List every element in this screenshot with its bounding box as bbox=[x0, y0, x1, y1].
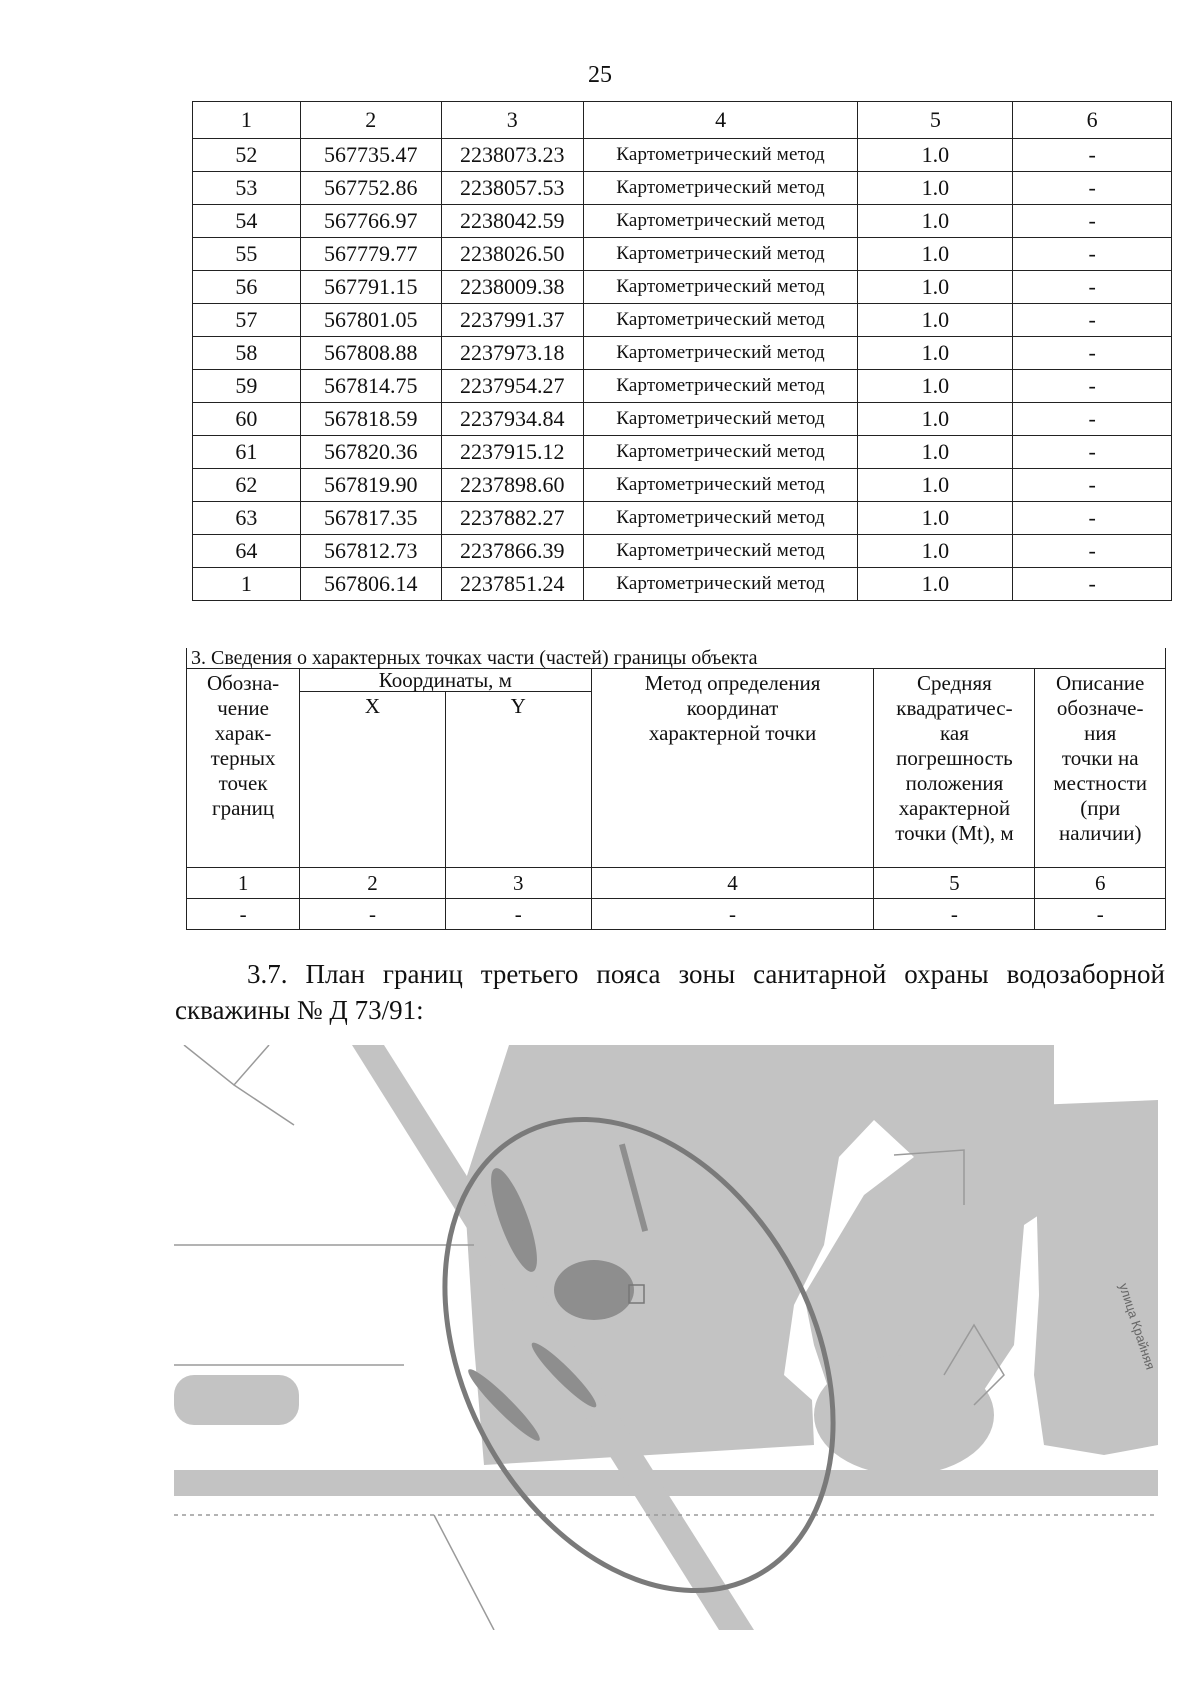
header-cell: 4 bbox=[583, 102, 858, 139]
plan-caption bbox=[175, 956, 1165, 1028]
cell-x: 567812.73 bbox=[300, 535, 441, 568]
table-number-row bbox=[187, 868, 1166, 899]
col-y: Y bbox=[445, 692, 591, 868]
number-cell: 6 bbox=[1035, 868, 1166, 899]
cell-x: 567808.88 bbox=[300, 337, 441, 370]
header-cell: 1 bbox=[193, 102, 301, 139]
cell-n: 61 bbox=[193, 436, 301, 469]
cell-n: 59 bbox=[193, 370, 301, 403]
cell-x: 567766.97 bbox=[300, 205, 441, 238]
cell-desc: - bbox=[1013, 436, 1172, 469]
cell-mt: 1.0 bbox=[858, 139, 1013, 172]
cell-n: 52 bbox=[193, 139, 301, 172]
header-cell: 3 bbox=[441, 102, 583, 139]
cell-y: 2237954.27 bbox=[441, 370, 583, 403]
cell-n: 1 bbox=[193, 568, 301, 601]
cell-mt: 1.0 bbox=[858, 535, 1013, 568]
coordinates-table bbox=[192, 101, 1172, 601]
cell-n: 57 bbox=[193, 304, 301, 337]
cell-y: 2238009.38 bbox=[441, 271, 583, 304]
section-title: 3. Сведения о характерных точках части (частей) границы объекта bbox=[187, 648, 1166, 669]
cell-method: Картометрический метод bbox=[583, 304, 858, 337]
map-patch bbox=[554, 1260, 634, 1320]
dash-cell: - bbox=[300, 899, 446, 930]
cell-n: 63 bbox=[193, 502, 301, 535]
cell-desc: - bbox=[1013, 535, 1172, 568]
table-row bbox=[193, 568, 1172, 601]
cell-y: 2237851.24 bbox=[441, 568, 583, 601]
map-line bbox=[234, 1085, 294, 1125]
cell-desc: - bbox=[1013, 172, 1172, 205]
table-row bbox=[193, 205, 1172, 238]
cell-y: 2237866.39 bbox=[441, 535, 583, 568]
table-row bbox=[193, 172, 1172, 205]
cell-method: Картометрический метод bbox=[583, 469, 858, 502]
cell-desc: - bbox=[1013, 502, 1172, 535]
cell-y: 2238026.50 bbox=[441, 238, 583, 271]
number-cell: 5 bbox=[874, 868, 1035, 899]
page-number: 25 bbox=[588, 62, 612, 88]
cell-method: Картометрический метод bbox=[583, 337, 858, 370]
cell-desc: - bbox=[1013, 337, 1172, 370]
dash-cell: - bbox=[874, 899, 1035, 930]
table-row bbox=[193, 337, 1172, 370]
cell-y: 2237991.37 bbox=[441, 304, 583, 337]
table-row bbox=[193, 403, 1172, 436]
cell-x: 567819.90 bbox=[300, 469, 441, 502]
cell-mt: 1.0 bbox=[858, 502, 1013, 535]
cell-mt: 1.0 bbox=[858, 172, 1013, 205]
number-cell: 4 bbox=[591, 868, 874, 899]
map-block bbox=[174, 1375, 299, 1425]
table-row bbox=[193, 370, 1172, 403]
cell-y: 2238057.53 bbox=[441, 172, 583, 205]
table-header-row bbox=[187, 669, 1166, 692]
street-label: улица Крайняя bbox=[1116, 1281, 1158, 1372]
cell-x: 567791.15 bbox=[300, 271, 441, 304]
cell-x: 567801.05 bbox=[300, 304, 441, 337]
cell-method: Картометрический метод bbox=[583, 535, 858, 568]
cell-mt: 1.0 bbox=[858, 469, 1013, 502]
map-block bbox=[1034, 1100, 1158, 1455]
map-line bbox=[434, 1515, 494, 1630]
map-blocks bbox=[174, 1045, 1158, 1630]
plan-caption-text: 3.7. План границ третьего пояса зоны санитарной охраны водозаборной скважины № Д 73/91: bbox=[175, 959, 1165, 1025]
table-row bbox=[193, 469, 1172, 502]
cell-method: Картометрический метод bbox=[583, 502, 858, 535]
col-x: X bbox=[300, 692, 446, 868]
dash-cell: - bbox=[1035, 899, 1166, 930]
cell-method: Картометрический метод bbox=[583, 403, 858, 436]
cell-y: 2238042.59 bbox=[441, 205, 583, 238]
cell-mt: 1.0 bbox=[858, 436, 1013, 469]
cell-mt: 1.0 bbox=[858, 205, 1013, 238]
cell-n: 53 bbox=[193, 172, 301, 205]
cell-y: 2237882.27 bbox=[441, 502, 583, 535]
header-cell: 5 bbox=[858, 102, 1013, 139]
cell-mt: 1.0 bbox=[858, 271, 1013, 304]
header-cell: 2 bbox=[300, 102, 441, 139]
cell-method: Картометрический метод bbox=[583, 238, 858, 271]
header-cell: 6 bbox=[1013, 102, 1172, 139]
cell-desc: - bbox=[1013, 205, 1172, 238]
cell-mt: 1.0 bbox=[858, 238, 1013, 271]
cell-n: 58 bbox=[193, 337, 301, 370]
col-mt: Средняя квадратичес- кая погрешность положения характерной точки (Mt), м bbox=[874, 669, 1035, 868]
cell-method: Картометрический метод bbox=[583, 172, 858, 205]
cell-n: 55 bbox=[193, 238, 301, 271]
dash-cell: - bbox=[187, 899, 300, 930]
col-description: Описание обозначе- ния точки на местности (при наличии) bbox=[1035, 669, 1166, 868]
cell-method: Картометрический метод bbox=[583, 568, 858, 601]
cell-mt: 1.0 bbox=[858, 337, 1013, 370]
cell-method: Картометрический метод bbox=[583, 205, 858, 238]
cell-x: 567779.77 bbox=[300, 238, 441, 271]
table-row bbox=[193, 502, 1172, 535]
cell-n: 64 bbox=[193, 535, 301, 568]
table-row bbox=[193, 304, 1172, 337]
cell-desc: - bbox=[1013, 238, 1172, 271]
table-row bbox=[193, 139, 1172, 172]
cell-x: 567814.75 bbox=[300, 370, 441, 403]
cell-mt: 1.0 bbox=[858, 370, 1013, 403]
cell-n: 60 bbox=[193, 403, 301, 436]
col-point-designation: Обозна- чение харак- терных точек границ bbox=[187, 669, 300, 868]
sanitary-zone-map bbox=[174, 1045, 1158, 1630]
cell-n: 56 bbox=[193, 271, 301, 304]
cell-y: 2237973.18 bbox=[441, 337, 583, 370]
cell-desc: - bbox=[1013, 370, 1172, 403]
map-block bbox=[814, 1355, 994, 1475]
table-row bbox=[193, 238, 1172, 271]
cell-y: 2238073.23 bbox=[441, 139, 583, 172]
cell-method: Картометрический метод bbox=[583, 271, 858, 304]
cell-x: 567818.59 bbox=[300, 403, 441, 436]
table-row bbox=[193, 271, 1172, 304]
cell-x: 567806.14 bbox=[300, 568, 441, 601]
cell-method: Картометрический метод bbox=[583, 139, 858, 172]
cell-desc: - bbox=[1013, 403, 1172, 436]
cell-x: 567735.47 bbox=[300, 139, 441, 172]
cell-n: 54 bbox=[193, 205, 301, 238]
table-row bbox=[193, 436, 1172, 469]
cell-x: 567752.86 bbox=[300, 172, 441, 205]
cell-desc: - bbox=[1013, 568, 1172, 601]
cell-desc: - bbox=[1013, 469, 1172, 502]
table-row bbox=[193, 535, 1172, 568]
cell-method: Картометрический метод bbox=[583, 436, 858, 469]
cell-mt: 1.0 bbox=[858, 304, 1013, 337]
cell-y: 2237915.12 bbox=[441, 436, 583, 469]
number-cell: 2 bbox=[300, 868, 446, 899]
dash-cell: - bbox=[591, 899, 874, 930]
cell-mt: 1.0 bbox=[858, 403, 1013, 436]
cell-y: 2237898.60 bbox=[441, 469, 583, 502]
map-line bbox=[184, 1045, 269, 1085]
cell-x: 567820.36 bbox=[300, 436, 441, 469]
col-coordinates: Координаты, м bbox=[300, 669, 592, 692]
number-cell: 3 bbox=[445, 868, 591, 899]
cell-mt: 1.0 bbox=[858, 568, 1013, 601]
cell-x: 567817.35 bbox=[300, 502, 441, 535]
part-boundary-table bbox=[186, 648, 1166, 930]
cell-method: Картометрический метод bbox=[583, 370, 858, 403]
table-row bbox=[187, 899, 1166, 930]
cell-y: 2237934.84 bbox=[441, 403, 583, 436]
section-title-row bbox=[187, 648, 1166, 669]
col-method: Метод определения координат характерной точки bbox=[591, 669, 874, 868]
cell-desc: - bbox=[1013, 271, 1172, 304]
cell-desc: - bbox=[1013, 139, 1172, 172]
dash-cell: - bbox=[445, 899, 591, 930]
number-cell: 1 bbox=[187, 868, 300, 899]
cell-n: 62 bbox=[193, 469, 301, 502]
cell-desc: - bbox=[1013, 304, 1172, 337]
table-header-row bbox=[193, 102, 1172, 139]
